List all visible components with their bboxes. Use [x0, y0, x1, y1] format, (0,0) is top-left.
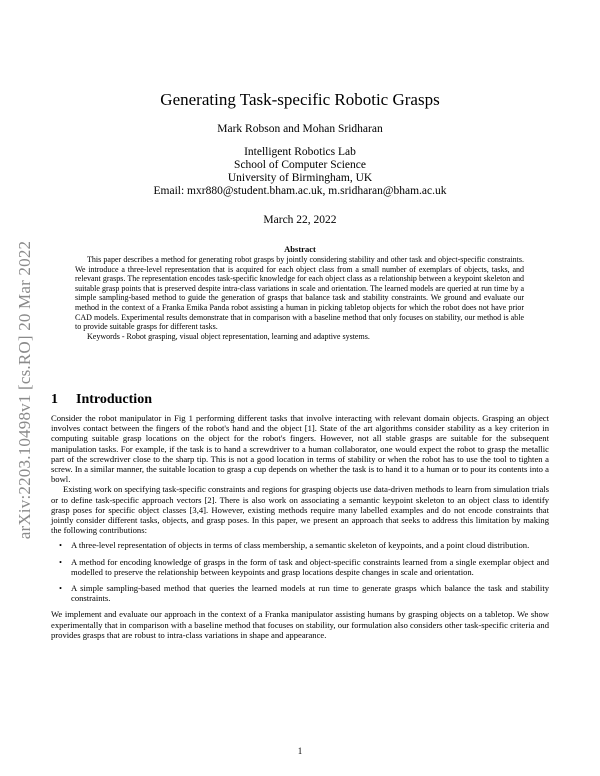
body-paragraph: We implement and evaluate our approach in the context of a Franka manipulator assisting humans by grasping objects on a tabletop. We show experimentally that in comparison with a baseline method that focuses on stability, our formulation also considers other task-specific criteria and provides grasps that are robust to intra-class variations in shape and appearance.	[51, 609, 549, 640]
arxiv-identifier-text: arXiv:2203.10498v1 [cs.RO] 20 Mar 2022	[15, 240, 35, 540]
body-paragraph: Existing work on specifying task-specific constraints and regions for grasping objects use data-driven methods to learn from simulation trials or to define task-specific approach vectors [2]. There is also work on associating a semantic keypoint skeleton to an object class to identify grasp poses for specific object classes [3,4]. However, existing methods require many labelled examples and do not encode constraints that jointly consider different tasks, objects, and grasp poses. In this paper, we present an approach that seeks to address this limitation by making the following contributions:	[51, 484, 549, 536]
bullet-point: •	[59, 556, 63, 567]
paper-title: Generating Task-specific Robotic Grasps	[160, 90, 440, 109]
abstract-block	[75, 255, 524, 341]
bullet-point: •	[59, 540, 63, 551]
arxiv-identifier-stamp	[10, 190, 40, 590]
introduction-body	[51, 413, 549, 640]
affiliation-email: Email: mxr880@student.bham.ac.uk, m.sridharan@bham.ac.uk	[153, 185, 447, 197]
page-number: 1	[297, 746, 303, 756]
paper-authors: Mark Robson and Mohan Sridharan	[217, 123, 383, 135]
affiliation-lab: Intelligent Robotics Lab	[244, 146, 356, 158]
contribution-item	[51, 583, 549, 603]
contribution-text: A simple sampling-based method that queries the learned models at run time to generate grasps which balance the task and stability constraints.	[71, 583, 549, 604]
abstract-text: This paper describes a method for generating robot grasps by jointly considering stability and other task and object-specific constraints. We introduce a three-level representation that is acquired for each object class from a small number of exemplars of objects, tasks, and relevant grasps. The representation encodes task-specific knowledge for each object class as a relationship between a keypoint skeleton and suitable grasp points that is preserved despite intra-class variations in scale and orientation. The learned models are queried at run time by a simple sampling-based method to guide the generation of grasps that balance task and stability constraints. We ground and evaluate our method in the context of a Franka Emika Panda robot assisting a human in picking tabletop objects for which the robot does not have prior CAD models. Experimental results demonstrate that in comparison with a baseline method that only focuses on stability, our method is able to provide suitable grasps for different tasks.	[75, 255, 524, 332]
abstract-heading: Abstract	[284, 244, 316, 254]
contribution-text: A method for encoding knowledge of grasps in the form of task and object-specific constraints learned from a single exemplar object and modelled to preserve the relationship between keypoints and grasp locations despite changes in scale and orientation.	[71, 556, 549, 577]
contribution-item	[51, 557, 549, 577]
section-title: Introduction	[76, 392, 152, 407]
section-heading-introduction	[51, 392, 152, 408]
contribution-item	[51, 540, 549, 550]
section-number: 1	[51, 392, 58, 407]
affiliation-university: University of Birmingham, UK	[227, 172, 373, 184]
contributions-list	[51, 540, 549, 603]
affiliation-school: School of Computer Science	[234, 159, 366, 171]
abstract-keywords: Keywords - Robot grasping, visual object representation, learning and adaptive systems.	[87, 331, 370, 341]
author-affiliation	[60, 146, 540, 198]
body-paragraph: Consider the robot manipulator in Fig 1 performing different tasks that involve interacting with relevant domain objects. Grasping an object involves contact between the fingers of the robot's hand and the object [1]. State of the art algorithms consider stability as a key criterion in computing suitable grasp locations on the object for the robot's fingers. However, not all stable grasps are suitable for the subsequent manipulation tasks. For example, if the task is to hand a screwdriver to a human collaborator, one would expect the robot to grasp the metallic part of the screwdriver close to the sharp tip. This is not a good location in terms of stability or when the robot has to use the tool to tighten a screw. In a similar manner, the suitable location to grasp a cup depends on whether the task is to hand it to a human or to pour its contents into a bowl.	[51, 413, 549, 485]
bullet-point: •	[59, 583, 63, 594]
contribution-text: A three-level representation of objects in terms of class membership, a semantic skeleton of keypoints, and a point cloud distribution.	[71, 540, 530, 551]
paper-date: March 22, 2022	[263, 214, 337, 226]
